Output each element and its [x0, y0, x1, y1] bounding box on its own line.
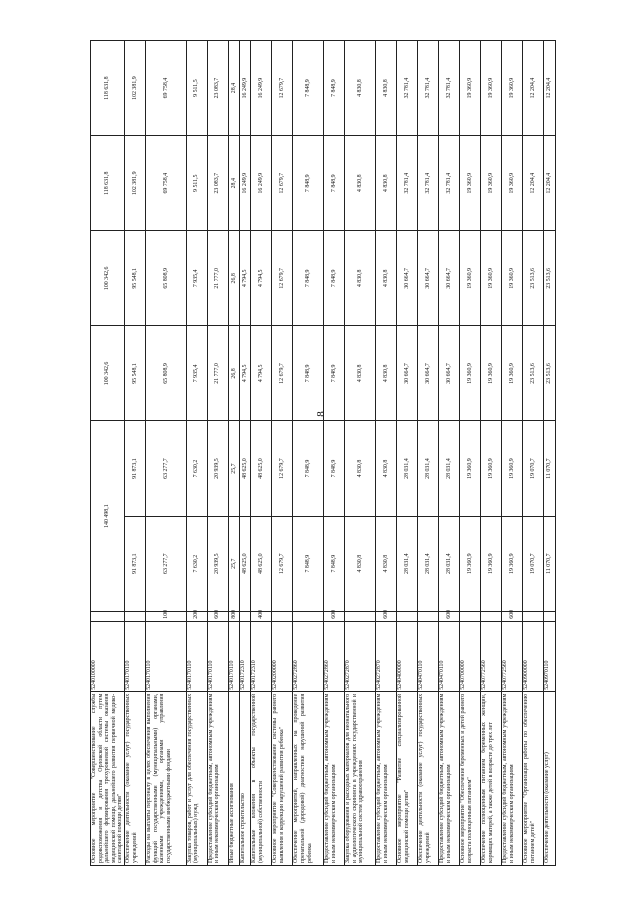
row-name-cell: Расходы на выплаты персоналу в целях обеспечения выполнения функций государственными (муниципальными) органами, казенными учреждениями, органами управления государственными внебюджетными фондами	[146, 691, 187, 865]
row-vr-cell: 600	[502, 611, 523, 621]
row-value-cell: 7 848,9	[293, 421, 324, 516]
row-code-cell: 5240200000	[272, 621, 293, 691]
row-value-cell: 12 204,4	[544, 41, 556, 136]
row-value-cell: 100 342,6	[91, 326, 125, 421]
row-value-cell: 23 083,7	[207, 136, 228, 231]
row-code-cell: 5240272860	[293, 621, 324, 691]
row-vr-cell: 600	[376, 611, 397, 621]
row-code-cell: 5240272870	[376, 621, 397, 691]
row-value-cell: 19 360,9	[502, 516, 523, 611]
row-value-cell: 100 342,6	[91, 231, 125, 326]
row-value-cell: 140 498,1	[91, 421, 125, 611]
row-vr-cell	[544, 611, 556, 621]
row-value-cell: 19 360,9	[481, 326, 502, 421]
row-value-cell: 48 625,0	[240, 516, 251, 611]
row-value-cell: 19 360,9	[502, 421, 523, 516]
row-value-cell: 19 360,9	[502, 136, 523, 231]
row-value-cell: 7 848,9	[293, 231, 324, 326]
row-value-cell: 28 031,4	[439, 516, 460, 611]
row-vr-cell	[91, 611, 125, 621]
row-code-cell: 5240772560	[481, 621, 502, 691]
row-name-cell: Иные бюджетные ассигнования	[228, 691, 239, 865]
row-value-cell: 12 679,7	[272, 41, 293, 136]
row-value-cell: 4 830,8	[345, 136, 376, 231]
table-row	[481, 41, 502, 866]
row-value-cell: 12 679,7	[272, 136, 293, 231]
row-vr-cell	[124, 611, 145, 621]
row-value-cell: 20 939,5	[207, 516, 228, 611]
row-vr-cell: 600	[207, 611, 228, 621]
row-value-cell: 4 830,8	[376, 231, 397, 326]
row-name-cell: Капитальные вложения в объекты государственной (муниципальной) собственности	[251, 691, 272, 865]
row-value-cell: 4 794,5	[251, 231, 272, 326]
row-value-cell: 23 513,6	[544, 231, 556, 326]
row-value-cell: 30 664,7	[397, 231, 418, 326]
row-value-cell: 7 848,9	[293, 136, 324, 231]
row-value-cell: 4 830,8	[345, 41, 376, 136]
row-name-cell: Основное мероприятие "Совершенствование системы раннего выявления и коррекции нарушений развития ребенка"	[272, 691, 293, 865]
row-value-cell: 12 204,4	[544, 136, 556, 231]
row-value-cell: 11 070,7	[544, 516, 556, 611]
row-name-cell: Предоставление субсидий бюджетным, автономным учреждениям и иным некоммерческим организациям	[207, 691, 228, 865]
row-value-cell: 4 830,8	[345, 421, 376, 516]
row-code-cell: 5240100000	[91, 621, 125, 691]
row-value-cell: 118 631,8	[91, 41, 125, 136]
row-code-cell: 5240172310	[251, 621, 272, 691]
row-value-cell: 19 360,9	[481, 421, 502, 516]
row-value-cell: 7 848,9	[324, 136, 345, 231]
table-row	[460, 41, 481, 866]
table-row	[418, 41, 439, 866]
row-value-cell: 12 679,7	[272, 421, 293, 516]
row-value-cell: 19 360,9	[460, 41, 481, 136]
row-code-cell: 5240400000	[397, 621, 418, 691]
row-value-cell: 28 031,4	[397, 421, 418, 516]
row-value-cell: 28 031,4	[397, 516, 418, 611]
row-value-cell: 48 625,0	[240, 421, 251, 516]
row-value-cell: 7 848,9	[293, 516, 324, 611]
row-value-cell: 12 679,7	[272, 231, 293, 326]
row-value-cell: 7 848,9	[324, 231, 345, 326]
row-vr-cell	[240, 611, 251, 621]
row-value-cell: 4 830,8	[376, 41, 397, 136]
row-vr-cell: 600	[324, 611, 345, 621]
row-value-cell: 26,8	[228, 326, 239, 421]
row-value-cell: 7 848,9	[293, 326, 324, 421]
row-value-cell: 4 830,8	[376, 326, 397, 421]
row-value-cell: 91 873,1	[124, 516, 145, 611]
row-value-cell: 7 848,9	[324, 421, 345, 516]
table-row	[544, 41, 556, 866]
table-row	[324, 41, 345, 866]
row-value-cell: 21 777,0	[207, 231, 228, 326]
row-name-cell: Основное мероприятие "Совершенствование службы родовспоможения и детства Орловской области путем дальнейшего формирования трехуровневой системы оказания медицинской помощи, дальнейшего развития первичной медико-санитарной помощи детям"	[91, 691, 125, 865]
row-name-cell: Основное мероприятие "Развитие специализированной медицинской помощи детям"	[397, 691, 418, 865]
row-value-cell: 28 031,4	[418, 516, 439, 611]
row-code-cell: 5240272860	[324, 621, 345, 691]
table-row	[124, 41, 145, 866]
budget-table-body	[91, 41, 556, 866]
row-value-cell: 4 830,8	[376, 516, 397, 611]
row-value-cell: 16 249,9	[240, 41, 251, 136]
row-value-cell: 102 381,9	[124, 41, 145, 136]
row-value-cell: 19 360,9	[481, 41, 502, 136]
row-value-cell: 48 625,0	[251, 516, 272, 611]
row-value-cell: 19 360,9	[460, 326, 481, 421]
row-vr-cell: 100	[146, 611, 187, 621]
row-value-cell: 7 935,4	[186, 231, 207, 326]
budget-table	[90, 40, 556, 866]
row-value-cell: 19 360,9	[481, 231, 502, 326]
table-row	[272, 41, 293, 866]
table-row	[397, 41, 418, 866]
row-value-cell: 23 513,6	[523, 231, 544, 326]
row-value-cell: 69 758,4	[146, 136, 187, 231]
row-value-cell: 4 794,5	[240, 231, 251, 326]
row-vr-cell	[345, 611, 376, 621]
row-code-cell: 5240272870	[345, 621, 376, 691]
row-value-cell: 48 625,0	[251, 421, 272, 516]
row-value-cell: 95 548,1	[124, 326, 145, 421]
row-code-cell: 5240170110	[146, 621, 187, 691]
row-value-cell: 19 360,9	[502, 326, 523, 421]
row-value-cell: 30 664,7	[418, 326, 439, 421]
row-value-cell: 7 848,9	[324, 516, 345, 611]
row-value-cell: 12 204,4	[523, 136, 544, 231]
row-value-cell: 7 935,4	[186, 326, 207, 421]
row-value-cell: 9 511,5	[186, 41, 207, 136]
table-row	[523, 41, 544, 866]
row-value-cell: 19 360,9	[502, 231, 523, 326]
row-value-cell: 28 031,4	[439, 421, 460, 516]
table-row	[207, 41, 228, 866]
row-code-cell: 5240772560	[502, 621, 523, 691]
row-value-cell: 4 830,8	[345, 326, 376, 421]
row-value-cell: 7 848,9	[324, 326, 345, 421]
row-name-cell: Основное мероприятие "Обеспечение беременных и детей раннего возраста полноценным питанием"	[460, 691, 481, 865]
row-value-cell: 4 830,8	[345, 231, 376, 326]
budget-table-container	[90, 40, 556, 866]
row-value-cell: 32 781,4	[418, 41, 439, 136]
row-value-cell: 7 848,9	[324, 41, 345, 136]
row-name-cell: Предоставление субсидий бюджетным, автономным учреждениям и иным некоммерческим организациям	[324, 691, 345, 865]
row-code-cell: 5240170110	[207, 621, 228, 691]
row-vr-cell	[460, 611, 481, 621]
row-code-cell: 5240170110	[186, 621, 207, 691]
row-value-cell: 7 848,9	[293, 41, 324, 136]
row-value-cell: 30 664,7	[397, 326, 418, 421]
row-value-cell: 63 277,7	[146, 421, 187, 516]
row-value-cell: 26,8	[228, 231, 239, 326]
row-value-cell: 32 781,4	[439, 41, 460, 136]
table-row	[439, 41, 460, 866]
row-value-cell: 63 277,7	[146, 516, 187, 611]
row-value-cell: 19 360,9	[460, 231, 481, 326]
page-number: 8	[314, 411, 327, 417]
row-vr-cell	[293, 611, 324, 621]
row-value-cell: 4 830,8	[345, 516, 376, 611]
table-row	[502, 41, 523, 866]
row-name-cell: Обеспечение полноценным питанием беременных женщин, кормящих матерей, а также детей в возрасте до трех лет	[481, 691, 502, 865]
row-value-cell: 102 381,9	[124, 136, 145, 231]
row-value-cell: 7 630,2	[186, 516, 207, 611]
row-name-cell: Основное мероприятие "Организация работы по обеспечению питанием детей"	[523, 691, 544, 865]
row-value-cell: 30 664,7	[439, 326, 460, 421]
row-value-cell: 19 360,9	[502, 41, 523, 136]
row-value-cell: 12 679,7	[272, 326, 293, 421]
row-vr-cell: 200	[186, 611, 207, 621]
table-row	[228, 41, 239, 866]
table-row	[240, 41, 251, 866]
row-value-cell: 65 808,9	[146, 326, 187, 421]
row-vr-cell: 600	[439, 611, 460, 621]
row-name-cell: Обеспечение деятельности (оказание услуг) государственных учреждений	[124, 691, 145, 865]
table-row	[293, 41, 324, 866]
row-value-cell: 4 794,5	[251, 326, 272, 421]
row-value-cell: 16 249,9	[251, 41, 272, 136]
row-value-cell: 16 249,9	[251, 136, 272, 231]
row-value-cell: 32 781,4	[418, 136, 439, 231]
row-vr-cell: 800	[228, 611, 239, 621]
row-value-cell: 25,7	[228, 421, 239, 516]
row-value-cell: 32 781,4	[397, 136, 418, 231]
row-name-cell: Обеспечение деятельности (оказание услуг)	[544, 691, 556, 865]
row-value-cell: 69 758,4	[146, 41, 187, 136]
row-value-cell: 12 679,7	[272, 516, 293, 611]
row-name-cell: Капитальное строительство	[240, 691, 251, 865]
table-row	[376, 41, 397, 866]
row-value-cell: 11 070,7	[544, 421, 556, 516]
table-row	[251, 41, 272, 866]
row-value-cell: 65 808,9	[146, 231, 187, 326]
row-value-cell: 19 360,9	[460, 516, 481, 611]
row-value-cell: 7 630,2	[186, 421, 207, 516]
row-value-cell: 19 360,9	[460, 421, 481, 516]
row-value-cell: 32 781,4	[397, 41, 418, 136]
row-value-cell: 30 664,7	[439, 231, 460, 326]
row-vr-cell: 400	[251, 611, 272, 621]
row-value-cell: 16 249,9	[240, 136, 251, 231]
row-name-cell: Закупка товаров, работ и услуг для обеспечения государственных (муниципальных) нужд	[186, 691, 207, 865]
row-name-cell: Предоставление субсидий бюджетным, автономным учреждениям и иным некоммерческим организациям	[502, 691, 523, 865]
row-value-cell: 19 360,9	[481, 136, 502, 231]
row-name-cell: Предоставление субсидий бюджетным, автономным учреждениям и иным некоммерческим организациям	[439, 691, 460, 865]
row-value-cell: 19 360,9	[481, 516, 502, 611]
row-value-cell: 9 511,5	[186, 136, 207, 231]
row-value-cell: 21 777,0	[207, 326, 228, 421]
row-vr-cell	[481, 611, 502, 621]
row-value-cell: 19 070,7	[523, 421, 544, 516]
row-value-cell: 28,4	[228, 41, 239, 136]
row-value-cell: 23 513,6	[523, 326, 544, 421]
row-value-cell: 23 513,6	[544, 326, 556, 421]
row-value-cell: 19 070,7	[523, 516, 544, 611]
row-code-cell: 5240700000	[460, 621, 481, 691]
row-name-cell: Обеспечение деятельности (оказание услуг) государственных учреждений	[418, 691, 439, 865]
row-value-cell: 91 873,1	[124, 421, 145, 516]
row-value-cell: 23 083,7	[207, 41, 228, 136]
row-code-cell: 5240900000	[523, 621, 544, 691]
row-code-cell: 5240170110	[228, 621, 239, 691]
row-vr-cell	[397, 611, 418, 621]
row-value-cell: 28 031,4	[418, 421, 439, 516]
row-value-cell: 32 781,4	[439, 136, 460, 231]
row-vr-cell	[272, 611, 293, 621]
row-code-cell: 5240470110	[418, 621, 439, 691]
row-code-cell: 5240170110	[124, 621, 145, 691]
row-value-cell: 19 360,9	[460, 136, 481, 231]
row-name-cell: Предоставление субсидий бюджетным, автономным учреждениям и иным некоммерческим организациям	[376, 691, 397, 865]
row-value-cell: 12 204,4	[523, 41, 544, 136]
row-value-cell: 30 664,7	[418, 231, 439, 326]
table-row	[91, 41, 125, 866]
row-value-cell: 118 631,8	[91, 136, 125, 231]
row-value-cell: 4 830,8	[376, 421, 397, 516]
row-value-cell: 4 794,5	[240, 326, 251, 421]
row-value-cell: 25,7	[228, 516, 239, 611]
table-row	[146, 41, 187, 866]
row-value-cell: 28,4	[228, 136, 239, 231]
table-row	[345, 41, 376, 866]
row-value-cell: 95 548,1	[124, 231, 145, 326]
row-name-cell: Обеспечение мероприятий, направленных на проведение пренатальной (дородовой) диагностики нарушений развития ребенка	[293, 691, 324, 865]
row-value-cell: 4 830,8	[376, 136, 397, 231]
row-code-cell: 5240470110	[439, 621, 460, 691]
table-row	[186, 41, 207, 866]
row-value-cell: 20 939,5	[207, 421, 228, 516]
row-code-cell: 5240172310	[240, 621, 251, 691]
row-vr-cell	[523, 611, 544, 621]
row-name-cell: Закупка оборудования и расходных материалов для неонатального и аудиологического скрининга в учреждениях государственной и муниципальной систем здравоохранения	[345, 691, 376, 865]
row-vr-cell	[418, 611, 439, 621]
row-code-cell: 5240970110	[544, 621, 556, 691]
